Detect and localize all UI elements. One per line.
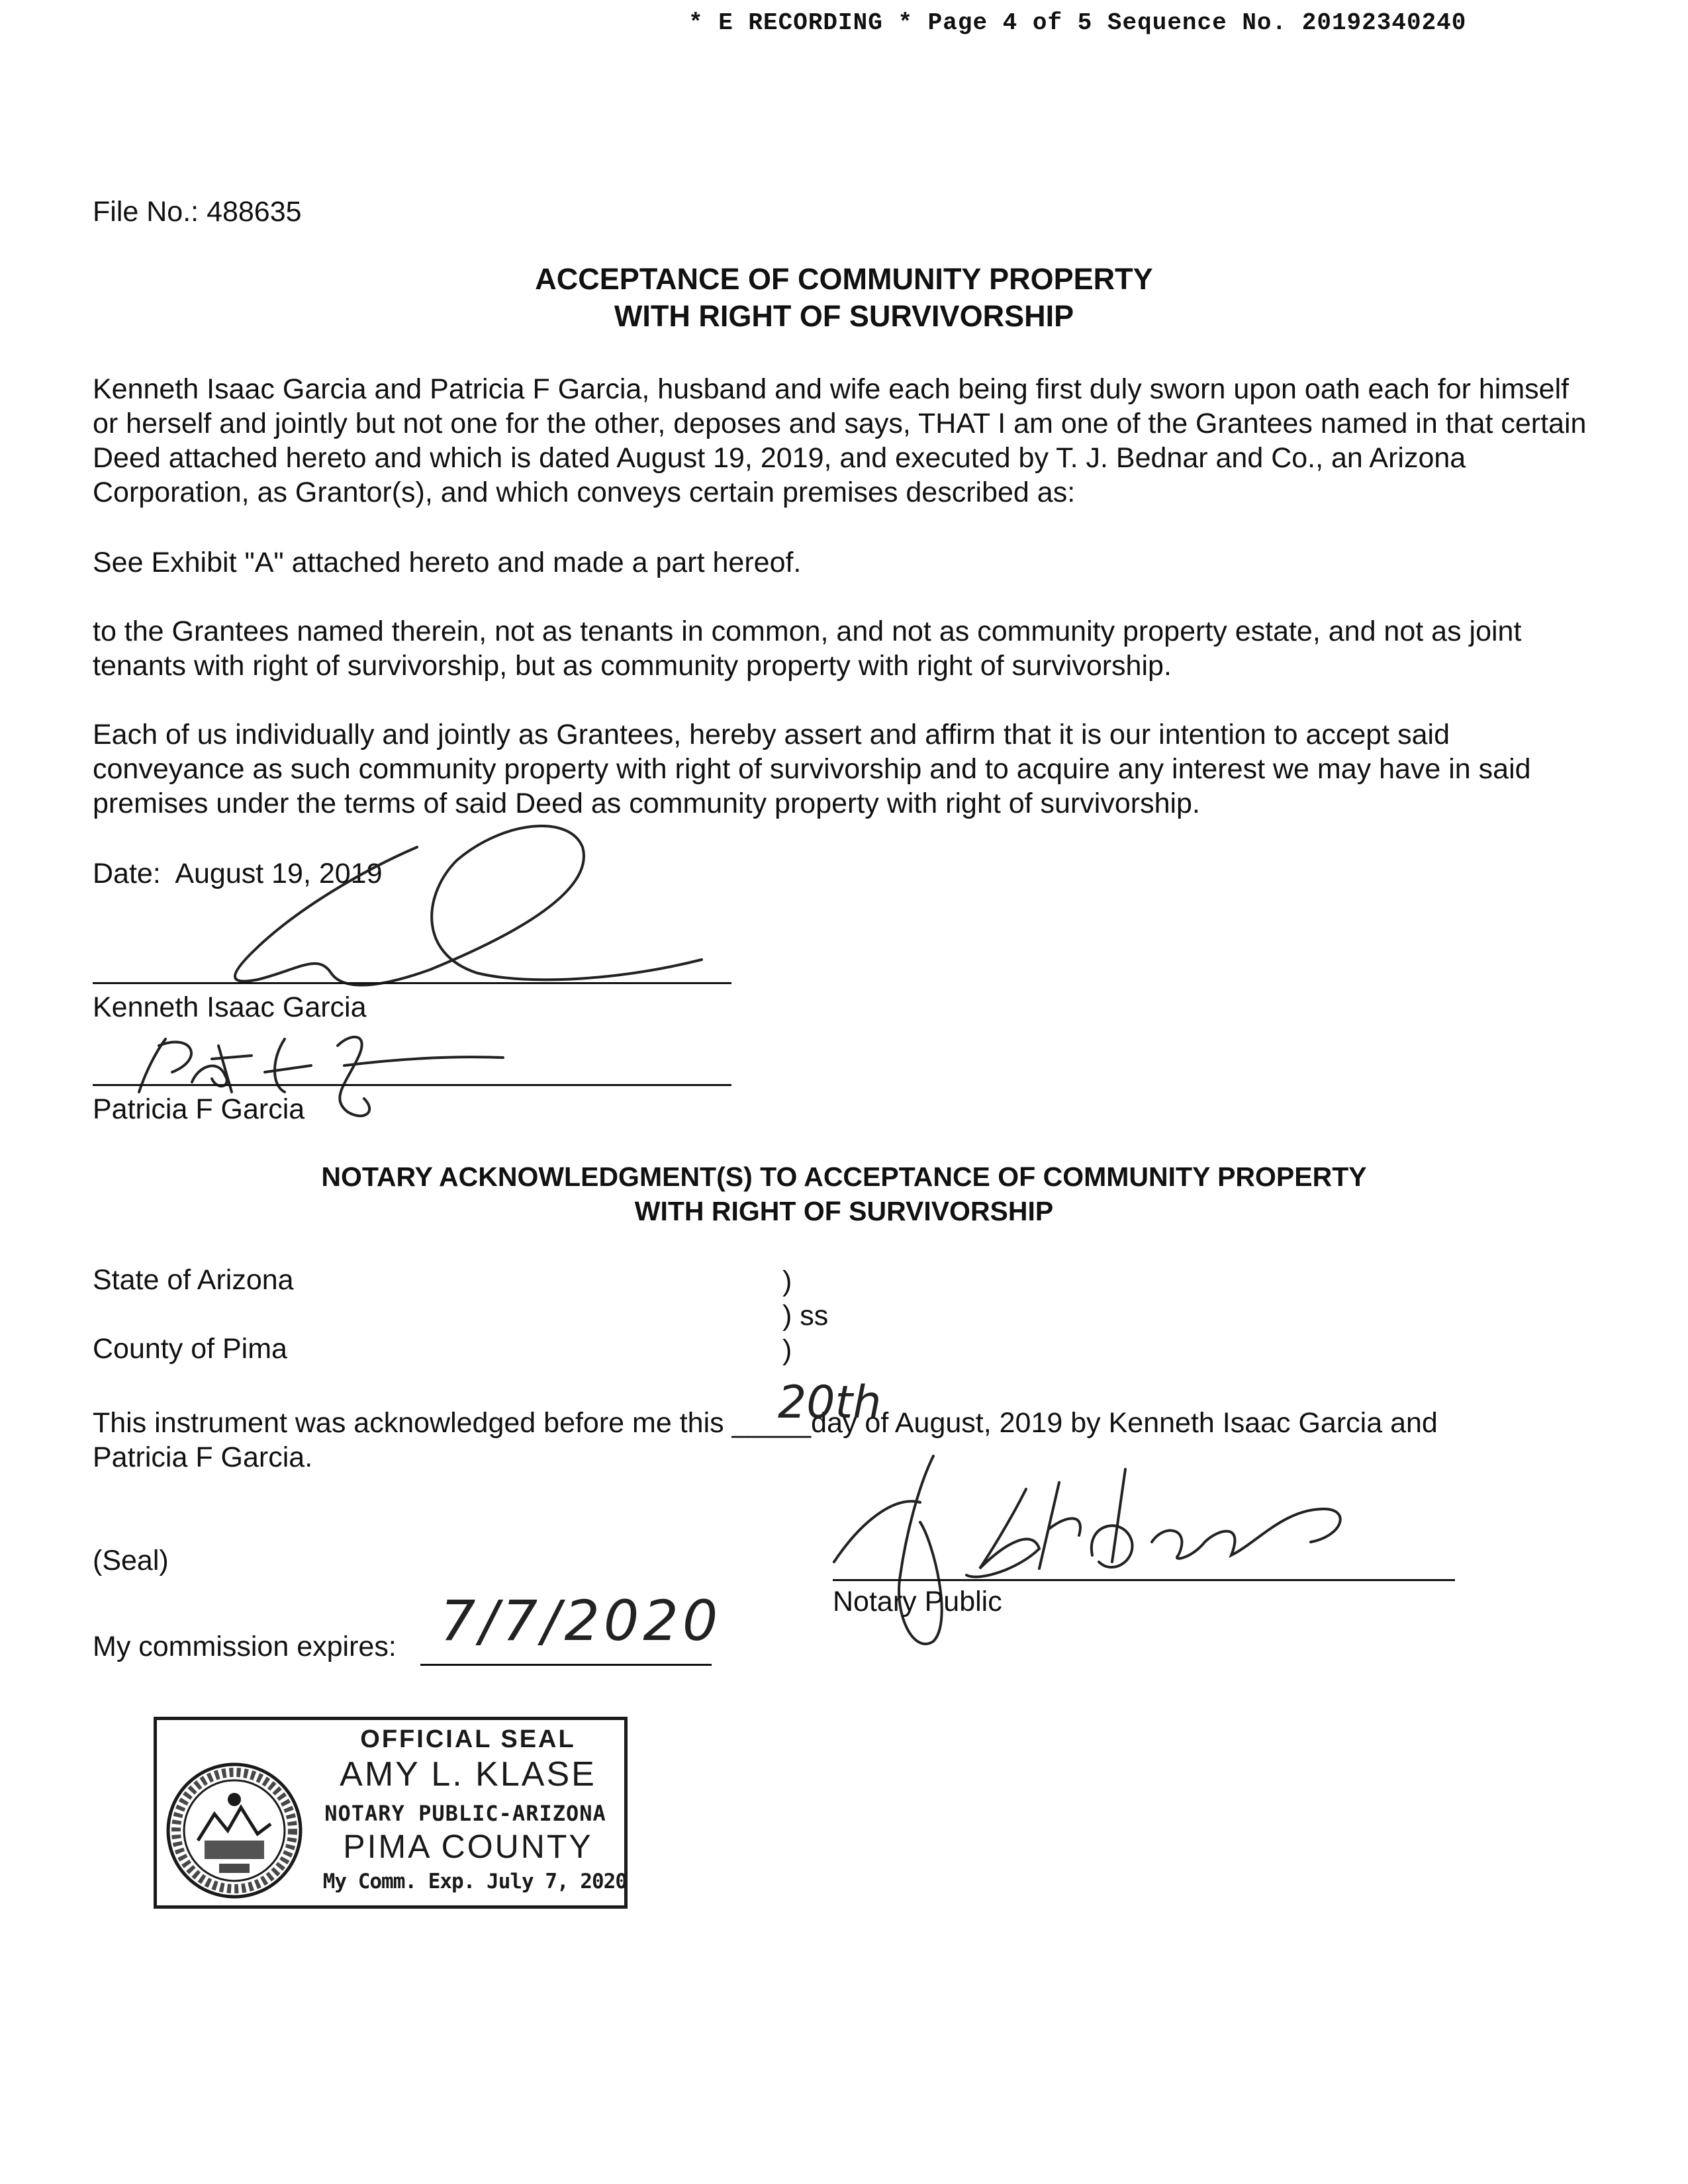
notary-title-line-1: NOTARY ACKNOWLEDGMENT(S) TO ACCEPTANCE OF COMMUNITY PROPERTY (321, 1161, 1367, 1192)
document-title-line-2: WITH RIGHT OF SURVIVORSHIP (614, 299, 1074, 333)
commission-line (420, 1664, 712, 1666)
venue-state: State of Arizona (93, 1264, 294, 1296)
date-label: Date: (93, 858, 161, 889)
ack-day-blank: _____ (731, 1407, 812, 1439)
commission-label: My commission expires: (93, 1631, 397, 1662)
seal-label: (Seal) (93, 1545, 169, 1576)
ack-text-after: day of August, 2019 by Kenneth Isaac Garcia and (811, 1407, 1438, 1439)
assertion-paragraph: Each of us individually and jointly as Grantees, hereby assert and affirm that it is our intention to accept said conveyance as such community property with right of survivorship and to acquire any interest we may have in said premises under the terms of said Deed as community property with right of survivorship. (93, 719, 1531, 819)
notary-title-line-2: WITH RIGHT OF SURVIVORSHIP (634, 1196, 1054, 1226)
recording-header: * E RECORDING * Page 4 of 5 Sequence No. 20192340240 (688, 9, 1467, 36)
handwritten-commission-date: 7/7/2020 (440, 1588, 722, 1653)
signature-line-1 (93, 982, 731, 984)
stamp-official-seal: OFFICIAL SEAL (360, 1725, 576, 1753)
affidavit-paragraph: Kenneth Isaac Garcia and Patricia F Garcia, husband and wife each being first duly sworn upon oath each for himself or herself and jointly but not one for the other, deposes and says, THAT I am one of the Grantees named in that certain Deed attached hereto and which is dated August 19, 2019, and executed by T. J. Bednar and Co., an Arizona Corporation, as Grantor(s), and which conveys certain premises described as: (93, 373, 1587, 508)
notary-public-label: Notary Public (833, 1586, 1002, 1617)
document-title-line-1: ACCEPTANCE OF COMMUNITY PROPERTY (535, 262, 1153, 296)
official-seal-stamp (154, 1717, 628, 1909)
venue-paren-1: ) (782, 1265, 792, 1297)
stamp-commission-expiration: My Comm. Exp. July 7, 2020 (322, 1870, 627, 1893)
file-number (93, 195, 302, 229)
state-seal-emblem (165, 1761, 304, 1900)
notary-signature (821, 1443, 1417, 1668)
signer-name-1: Kenneth Isaac Garcia (93, 991, 367, 1023)
venue-paren-ss: ) ss (782, 1300, 829, 1332)
grantee-tenancy-paragraph: to the Grantees named therein, not as tenants in common, and not as community property estate, and not as joint tenants with right of survivorship, but as community property with right of survivorship. (93, 615, 1522, 682)
file-number-value: 488635 (207, 196, 302, 228)
signer-name-2: Patricia F Garcia (93, 1093, 305, 1125)
notary-signature-line (833, 1579, 1455, 1581)
acknowledgment-line-2: Patricia F Garcia. (93, 1441, 313, 1473)
venue-paren-3: ) (782, 1334, 792, 1366)
venue-county: County of Pima (93, 1333, 287, 1365)
ack-text-before: This instrument was acknowledged before me this (93, 1407, 724, 1439)
stamp-notary-name: AMY L. KLASE (340, 1755, 596, 1794)
date-value: August 19, 2019 (175, 858, 383, 889)
stamp-county: PIMA COUNTY (343, 1828, 593, 1865)
exhibit-reference: See Exhibit "A" attached hereto and made a part hereof. (93, 547, 802, 578)
kenneth-signature (132, 821, 609, 1006)
signature-line-2 (93, 1084, 731, 1086)
file-number-label: File No.: (93, 196, 199, 228)
stamp-notary-title: NOTARY PUBLIC-ARIZONA (324, 1801, 606, 1826)
handwritten-day: 20th (778, 1377, 882, 1429)
